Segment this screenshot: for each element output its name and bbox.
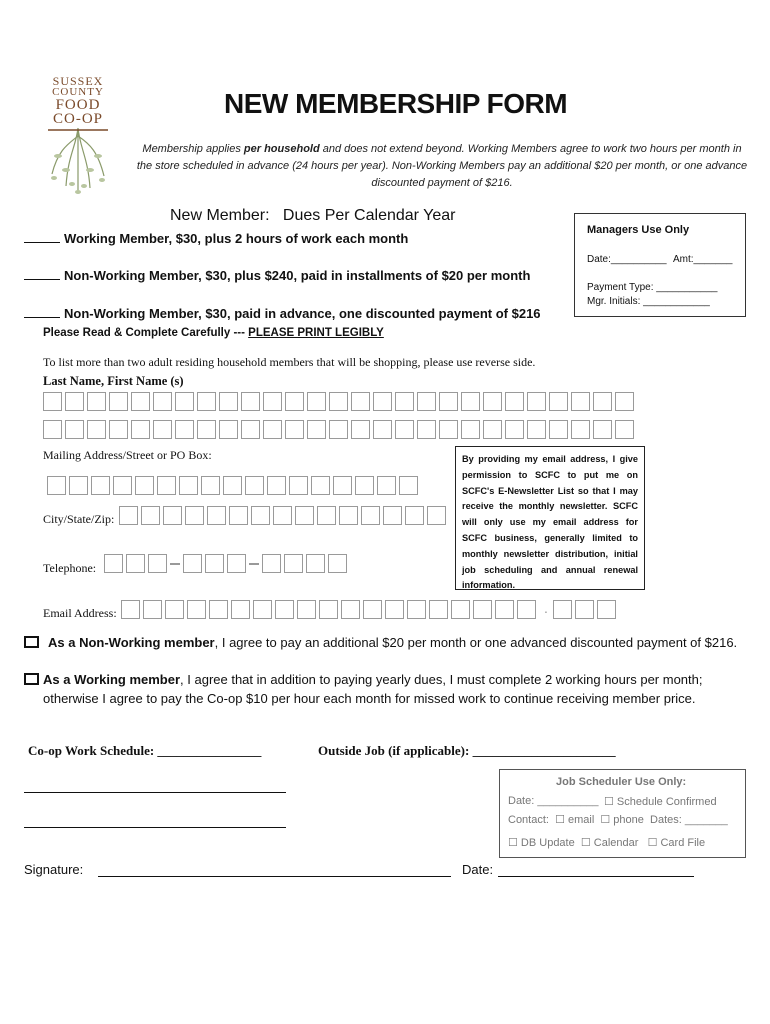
working-checkbox[interactable]: [24, 673, 39, 685]
email-permission-note: By providing my email address, I give permission to SCFC to put me on SCFC's E-Newsletter List so that I may receive the monthly newsletter. SCFC will only use my email address for SCFC business, generally limited to monthly newsletter distribution, initial job scheduling and annual renewal information.: [455, 446, 645, 590]
char-box[interactable]: [383, 506, 402, 525]
char-box[interactable]: [549, 420, 568, 439]
char-box[interactable]: [231, 600, 250, 619]
char-box[interactable]: [201, 476, 220, 495]
char-box[interactable]: [495, 600, 514, 619]
char-box[interactable]: [355, 476, 374, 495]
char-box[interactable]: [395, 420, 414, 439]
char-box[interactable]: [289, 476, 308, 495]
schedule-confirmed-checkbox[interactable]: ☐ Schedule Confirmed: [604, 796, 717, 808]
char-box[interactable]: [351, 420, 370, 439]
char-box[interactable]: [385, 600, 404, 619]
char-box[interactable]: [429, 600, 448, 619]
char-box[interactable]: [571, 392, 590, 411]
name-label: Last Name, First Name (s): [43, 374, 184, 388]
char-box[interactable]: [47, 476, 66, 495]
char-box[interactable]: [143, 600, 162, 619]
char-box[interactable]: [284, 554, 303, 573]
char-box[interactable]: [451, 600, 470, 619]
char-box[interactable]: [109, 420, 128, 439]
date-line[interactable]: [498, 876, 694, 877]
char-box[interactable]: [351, 392, 370, 411]
char-box[interactable]: [373, 420, 392, 439]
managers-payment-type: Payment Type: ___________: [587, 282, 718, 293]
char-box[interactable]: [307, 420, 326, 439]
telephone-label: Telephone:: [43, 561, 97, 575]
char-box[interactable]: [373, 392, 392, 411]
char-box[interactable]: [153, 420, 172, 439]
signature-label: Signature:: [24, 862, 84, 877]
char-box[interactable]: [439, 420, 458, 439]
char-box[interactable]: [339, 506, 358, 525]
char-box[interactable]: [575, 600, 594, 619]
option-blank[interactable]: [24, 305, 60, 318]
working-agreement: As a Working member, I agree that in addition to paying yearly dues, I must complete 2 working hours per month; otherwise I agree to pay the Co-op $10 per hour each month for missed work to continue receiving member price.: [43, 672, 703, 706]
char-box[interactable]: [227, 554, 246, 573]
email-boxes[interactable]: [121, 600, 619, 619]
telephone-boxes[interactable]: [104, 554, 350, 573]
char-box[interactable]: [263, 392, 282, 411]
char-box[interactable]: [209, 600, 228, 619]
household-note: To list more than two adult residing household members that will be shopping, please use reverse side.: [43, 355, 536, 369]
char-box[interactable]: [273, 506, 292, 525]
char-box[interactable]: [527, 392, 546, 411]
char-box[interactable]: [43, 392, 62, 411]
char-box[interactable]: [297, 600, 316, 619]
char-box[interactable]: [267, 476, 286, 495]
outside-job-field[interactable]: Outside Job (if applicable): ______________________: [318, 743, 616, 758]
char-box[interactable]: [417, 420, 436, 439]
char-box[interactable]: [461, 392, 480, 411]
char-box[interactable]: [69, 476, 88, 495]
char-box[interactable]: [505, 420, 524, 439]
char-box[interactable]: [597, 600, 616, 619]
logo-line-4: CO-OP: [52, 111, 103, 127]
char-box[interactable]: [223, 476, 242, 495]
char-box[interactable]: [153, 392, 172, 411]
char-box[interactable]: [571, 420, 590, 439]
option-working[interactable]: Working Member, $30, plus 2 hours of work each month: [24, 230, 408, 246]
char-box[interactable]: [175, 392, 194, 411]
name-boxes-row-2[interactable]: [43, 420, 637, 439]
managers-date: Date:__________: [587, 254, 667, 265]
char-box[interactable]: [427, 506, 446, 525]
char-box[interactable]: [197, 392, 216, 411]
char-box[interactable]: [87, 392, 106, 411]
char-box[interactable]: [43, 420, 62, 439]
job-scheduler-box: [499, 769, 746, 858]
char-box[interactable]: [417, 392, 436, 411]
char-box[interactable]: [439, 392, 458, 411]
schedule-line-1[interactable]: [24, 792, 286, 793]
city-label: City/State/Zip:: [43, 512, 115, 526]
char-box[interactable]: [328, 554, 347, 573]
phone-dash: [170, 563, 180, 565]
char-box[interactable]: [104, 554, 123, 573]
sprouts-icon: [38, 126, 118, 196]
char-box[interactable]: [593, 420, 612, 439]
char-box[interactable]: [163, 506, 182, 525]
address-boxes[interactable]: [47, 476, 421, 495]
char-box[interactable]: [131, 392, 150, 411]
nonworking-agreement: As a Non-Working member, I agree to pay an additional $20 per month or one advanced discounted payment of $216.: [48, 635, 738, 650]
char-box[interactable]: [126, 554, 145, 573]
char-box[interactable]: [245, 476, 264, 495]
char-box[interactable]: [183, 554, 202, 573]
char-box[interactable]: [285, 392, 304, 411]
char-box[interactable]: [399, 476, 418, 495]
char-box[interactable]: [65, 420, 84, 439]
char-box[interactable]: [251, 506, 270, 525]
address-label: Mailing Address/Street or PO Box:: [43, 448, 212, 462]
option-blank[interactable]: [24, 267, 60, 280]
nonworking-checkbox[interactable]: [24, 636, 39, 648]
name-boxes-row-1[interactable]: [43, 392, 637, 411]
option-nonworking-installments[interactable]: Non-Working Member, $30, plus $240, paid in installments of $20 per month: [24, 267, 530, 283]
char-box[interactable]: [593, 392, 612, 411]
scheduler-contact[interactable]: Contact: ☐ email ☐ phone Dates: _______: [508, 814, 728, 826]
char-box[interactable]: [363, 600, 382, 619]
char-box[interactable]: [141, 506, 160, 525]
email-label: Email Address:: [43, 606, 117, 620]
char-box[interactable]: [219, 392, 238, 411]
managers-title: Managers Use Only: [587, 224, 690, 236]
char-box[interactable]: [263, 420, 282, 439]
char-box[interactable]: [329, 392, 348, 411]
char-box[interactable]: [119, 506, 138, 525]
work-schedule-field[interactable]: Co-op Work Schedule: ________________: [28, 743, 262, 758]
char-box[interactable]: [461, 420, 480, 439]
char-box[interactable]: [341, 600, 360, 619]
coop-logo: [38, 76, 118, 192]
char-box[interactable]: [109, 392, 128, 411]
char-box[interactable]: [135, 476, 154, 495]
option-blank[interactable]: [24, 230, 60, 243]
char-box[interactable]: [185, 506, 204, 525]
char-box[interactable]: [329, 420, 348, 439]
char-box[interactable]: [241, 420, 260, 439]
char-box[interactable]: [306, 554, 325, 573]
char-box[interactable]: [65, 392, 84, 411]
char-box[interactable]: [165, 600, 184, 619]
dot-separator: .: [544, 600, 548, 616]
char-box[interactable]: [87, 420, 106, 439]
char-box[interactable]: [262, 554, 281, 573]
char-box[interactable]: [333, 476, 352, 495]
char-box[interactable]: [361, 506, 380, 525]
char-box[interactable]: [229, 506, 248, 525]
logo-line-3: FOOD: [55, 97, 101, 113]
scheduler-title: Job Scheduler Use Only:: [556, 776, 687, 788]
dues-heading: New Member: Dues Per Calendar Year: [170, 207, 456, 224]
char-box[interactable]: [157, 476, 176, 495]
char-box[interactable]: [527, 420, 546, 439]
char-box[interactable]: [615, 392, 634, 411]
char-box[interactable]: [377, 476, 396, 495]
char-box[interactable]: [407, 600, 426, 619]
logo-line-1: SUSSEX: [52, 74, 104, 88]
char-box[interactable]: [483, 420, 502, 439]
char-box[interactable]: [319, 600, 338, 619]
managers-initials: Mgr. Initials: ____________: [587, 296, 710, 307]
char-box[interactable]: [285, 420, 304, 439]
please-read-note: Please Read & Complete Carefully --- PLEASE PRINT LEGIBLY: [43, 327, 384, 339]
char-box[interactable]: [175, 420, 194, 439]
char-box[interactable]: [121, 600, 140, 619]
char-box[interactable]: [113, 476, 132, 495]
logo-line-2: COUNTY: [52, 86, 104, 98]
char-box[interactable]: [207, 506, 226, 525]
city-boxes[interactable]: [119, 506, 449, 525]
char-box[interactable]: [615, 420, 634, 439]
char-box[interactable]: [179, 476, 198, 495]
char-box[interactable]: [317, 506, 336, 525]
char-box[interactable]: [148, 554, 167, 573]
option-nonworking-advance[interactable]: Non-Working Member, $30, paid in advance, one discounted payment of $216: [24, 305, 541, 321]
char-box[interactable]: [307, 392, 326, 411]
char-box[interactable]: [517, 600, 536, 619]
char-box[interactable]: [275, 600, 294, 619]
char-box[interactable]: [131, 420, 150, 439]
char-box[interactable]: [553, 600, 572, 619]
form-title: NEW MEMBERSHIP FORM: [224, 88, 568, 119]
scheduler-date: Date: __________: [508, 795, 599, 807]
date-label: Date:: [462, 862, 494, 877]
char-box[interactable]: [187, 600, 206, 619]
schedule-line-2[interactable]: [24, 827, 286, 828]
char-box[interactable]: [295, 506, 314, 525]
char-box[interactable]: [253, 600, 272, 619]
char-box[interactable]: [219, 420, 238, 439]
char-box[interactable]: [395, 392, 414, 411]
char-box[interactable]: [197, 420, 216, 439]
managers-amount: Amt:_______: [673, 254, 733, 265]
char-box[interactable]: [505, 392, 524, 411]
char-box[interactable]: [241, 392, 260, 411]
signature-line[interactable]: [98, 876, 451, 877]
char-box[interactable]: [91, 476, 110, 495]
membership-intro: Membership applies per household and does not extend beyond. Working Members agree to work two hours per month in the store scheduled in advance (24 hours per year). Non-Working Members pay an additional $20 per month, or one advance discounted payment of $216.: [136, 143, 748, 189]
char-box[interactable]: [405, 506, 424, 525]
managers-use-box: [574, 213, 746, 317]
char-box[interactable]: [549, 392, 568, 411]
phone-dash: [249, 563, 259, 565]
char-box[interactable]: [205, 554, 224, 573]
char-box[interactable]: [311, 476, 330, 495]
char-box[interactable]: [473, 600, 492, 619]
scheduler-updates[interactable]: ☐ DB Update ☐ Calendar ☐ Card File: [508, 837, 706, 849]
char-box[interactable]: [483, 392, 502, 411]
